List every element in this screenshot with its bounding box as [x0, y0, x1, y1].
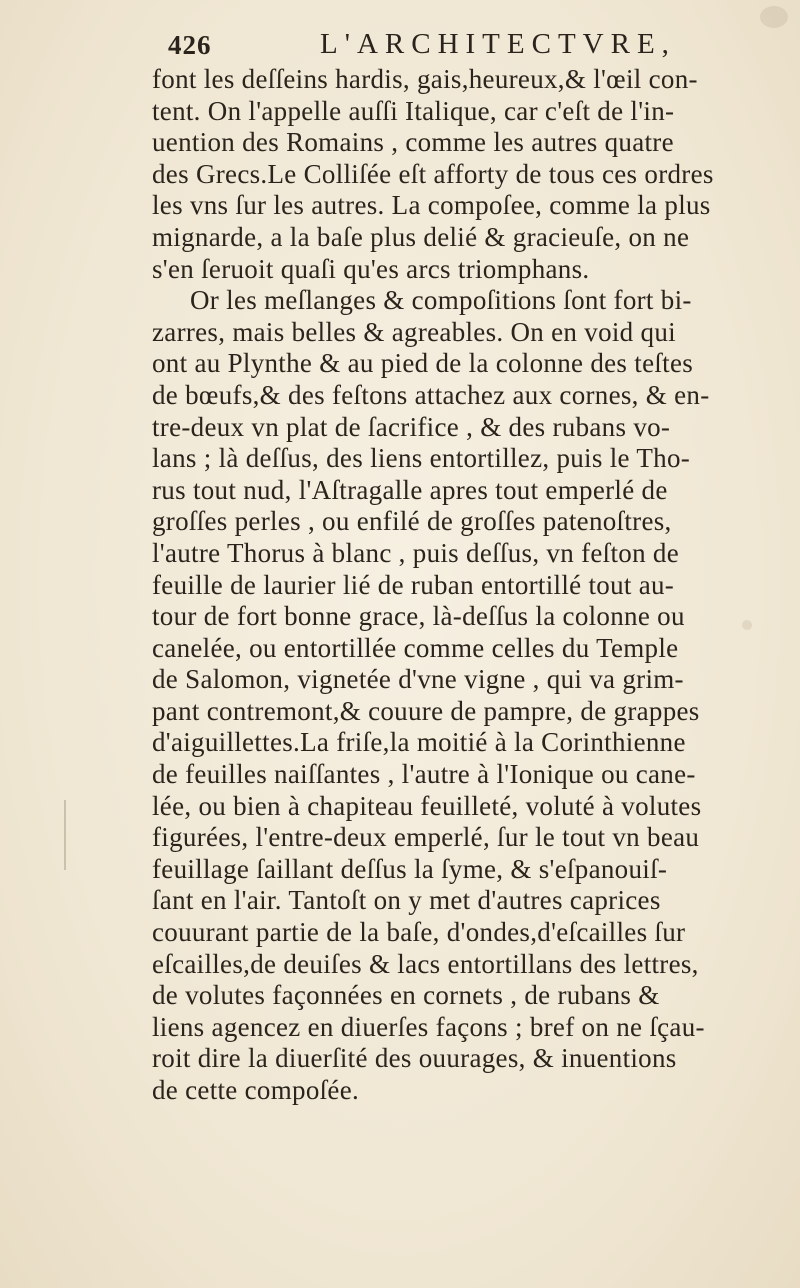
margin-mark	[64, 800, 66, 870]
text-line: de volutes façonnées en cornets , de rubans &	[152, 980, 660, 1011]
text-line: font les deſſeins hardis, gais,heureux,& l'œil con-	[152, 64, 698, 94]
text-line: de feuilles naiſſantes , l'autre à l'Ionique ou cane-	[152, 759, 696, 790]
text-line: lans ; là deſſus, des liens entortillez, puis le Tho-	[152, 443, 691, 474]
paper-stain	[760, 6, 788, 28]
text-line: l'autre Thorus à blanc , puis deſſus, vn feſton de	[152, 537, 679, 568]
text-line: de Salomon, vignetée d'vne vigne , qui va grim-	[152, 664, 684, 695]
text-line: zarres, mais belles & agreables. On en void qui	[152, 316, 676, 347]
text-line: feuillage ſaillant deſſus la ſyme, & s'eſpanouiſ-	[152, 853, 668, 884]
text-line: des Grecs.Le Colliſée eſt afforty de tous ces ordres	[152, 158, 714, 189]
text-line: d'aiguillettes.La friſe,la moitié à la Corinthienne	[152, 727, 686, 758]
text-line: tre-deux vn plat de ſacrifice , & des rubans vo-	[152, 411, 671, 442]
body-text	[152, 64, 792, 1107]
text-line: canelée, ou entortillée comme celles du Temple	[152, 632, 679, 663]
text-line: de bœufs,& des feſtons attachez aux cornes, & en-	[152, 379, 710, 410]
text-line: lée, ou bien à chapiteau feuilleté, voluté à volutes	[152, 790, 702, 821]
text-line: les vns ſur les autres. La compoſee, comme la plus	[152, 190, 711, 221]
text-line: ſant en l'air. Tantoſt on y met d'autres caprices	[152, 885, 661, 916]
text-line: groſſes perles , ou enfilé de groſſes patenoſtres,	[152, 506, 672, 537]
text-line: pant contremont,& couure de pampre, de grappes	[152, 695, 700, 726]
text-line: feuille de laurier lié de ruban entortillé tout au-	[152, 569, 675, 600]
text-line: tour de fort bonne grace, là-deſſus la colonne ou	[152, 601, 685, 632]
running-title: L'ARCHITECTVRE,	[320, 28, 676, 60]
text-line: rus tout nud, l'Aſtragalle apres tout emperlé de	[152, 474, 668, 505]
page-number: 426	[168, 30, 212, 60]
text-line: s'en ſeruoit quaſi qu'es arcs triomphans.	[152, 253, 590, 284]
text-line: ont au Plynthe & au pied de la colonne des teſtes	[152, 348, 694, 379]
text-line: tent. On l'appelle auſſi Italique, car c'eſt de l'in-	[152, 95, 675, 126]
running-head	[168, 26, 800, 66]
text-line: liens agencez en diuerſes façons ; bref on ne ſçau-	[152, 1011, 705, 1042]
text-line: mignarde, a la baſe plus delié & gracieuſe, on ne	[152, 221, 690, 252]
paragraph-end-line: de cette compoſée.	[152, 1075, 360, 1105]
paragraph-start-line: Or les meſlanges & compoſitions ſont fort bi-	[190, 285, 692, 316]
text-line: figurées, l'entre-deux emperlé, ſur le tout vn beau	[152, 822, 700, 853]
text-line: roit dire la diuerſité des ouurages, & inuentions	[152, 1043, 677, 1074]
text-line: uention des Romains , comme les autres quatre	[152, 127, 674, 158]
text-line: eſcailles,de deuiſes & lacs entortillans des lettres,	[152, 948, 699, 979]
text-line: couurant partie de la baſe, d'ondes,d'eſcailles ſur	[152, 917, 686, 948]
